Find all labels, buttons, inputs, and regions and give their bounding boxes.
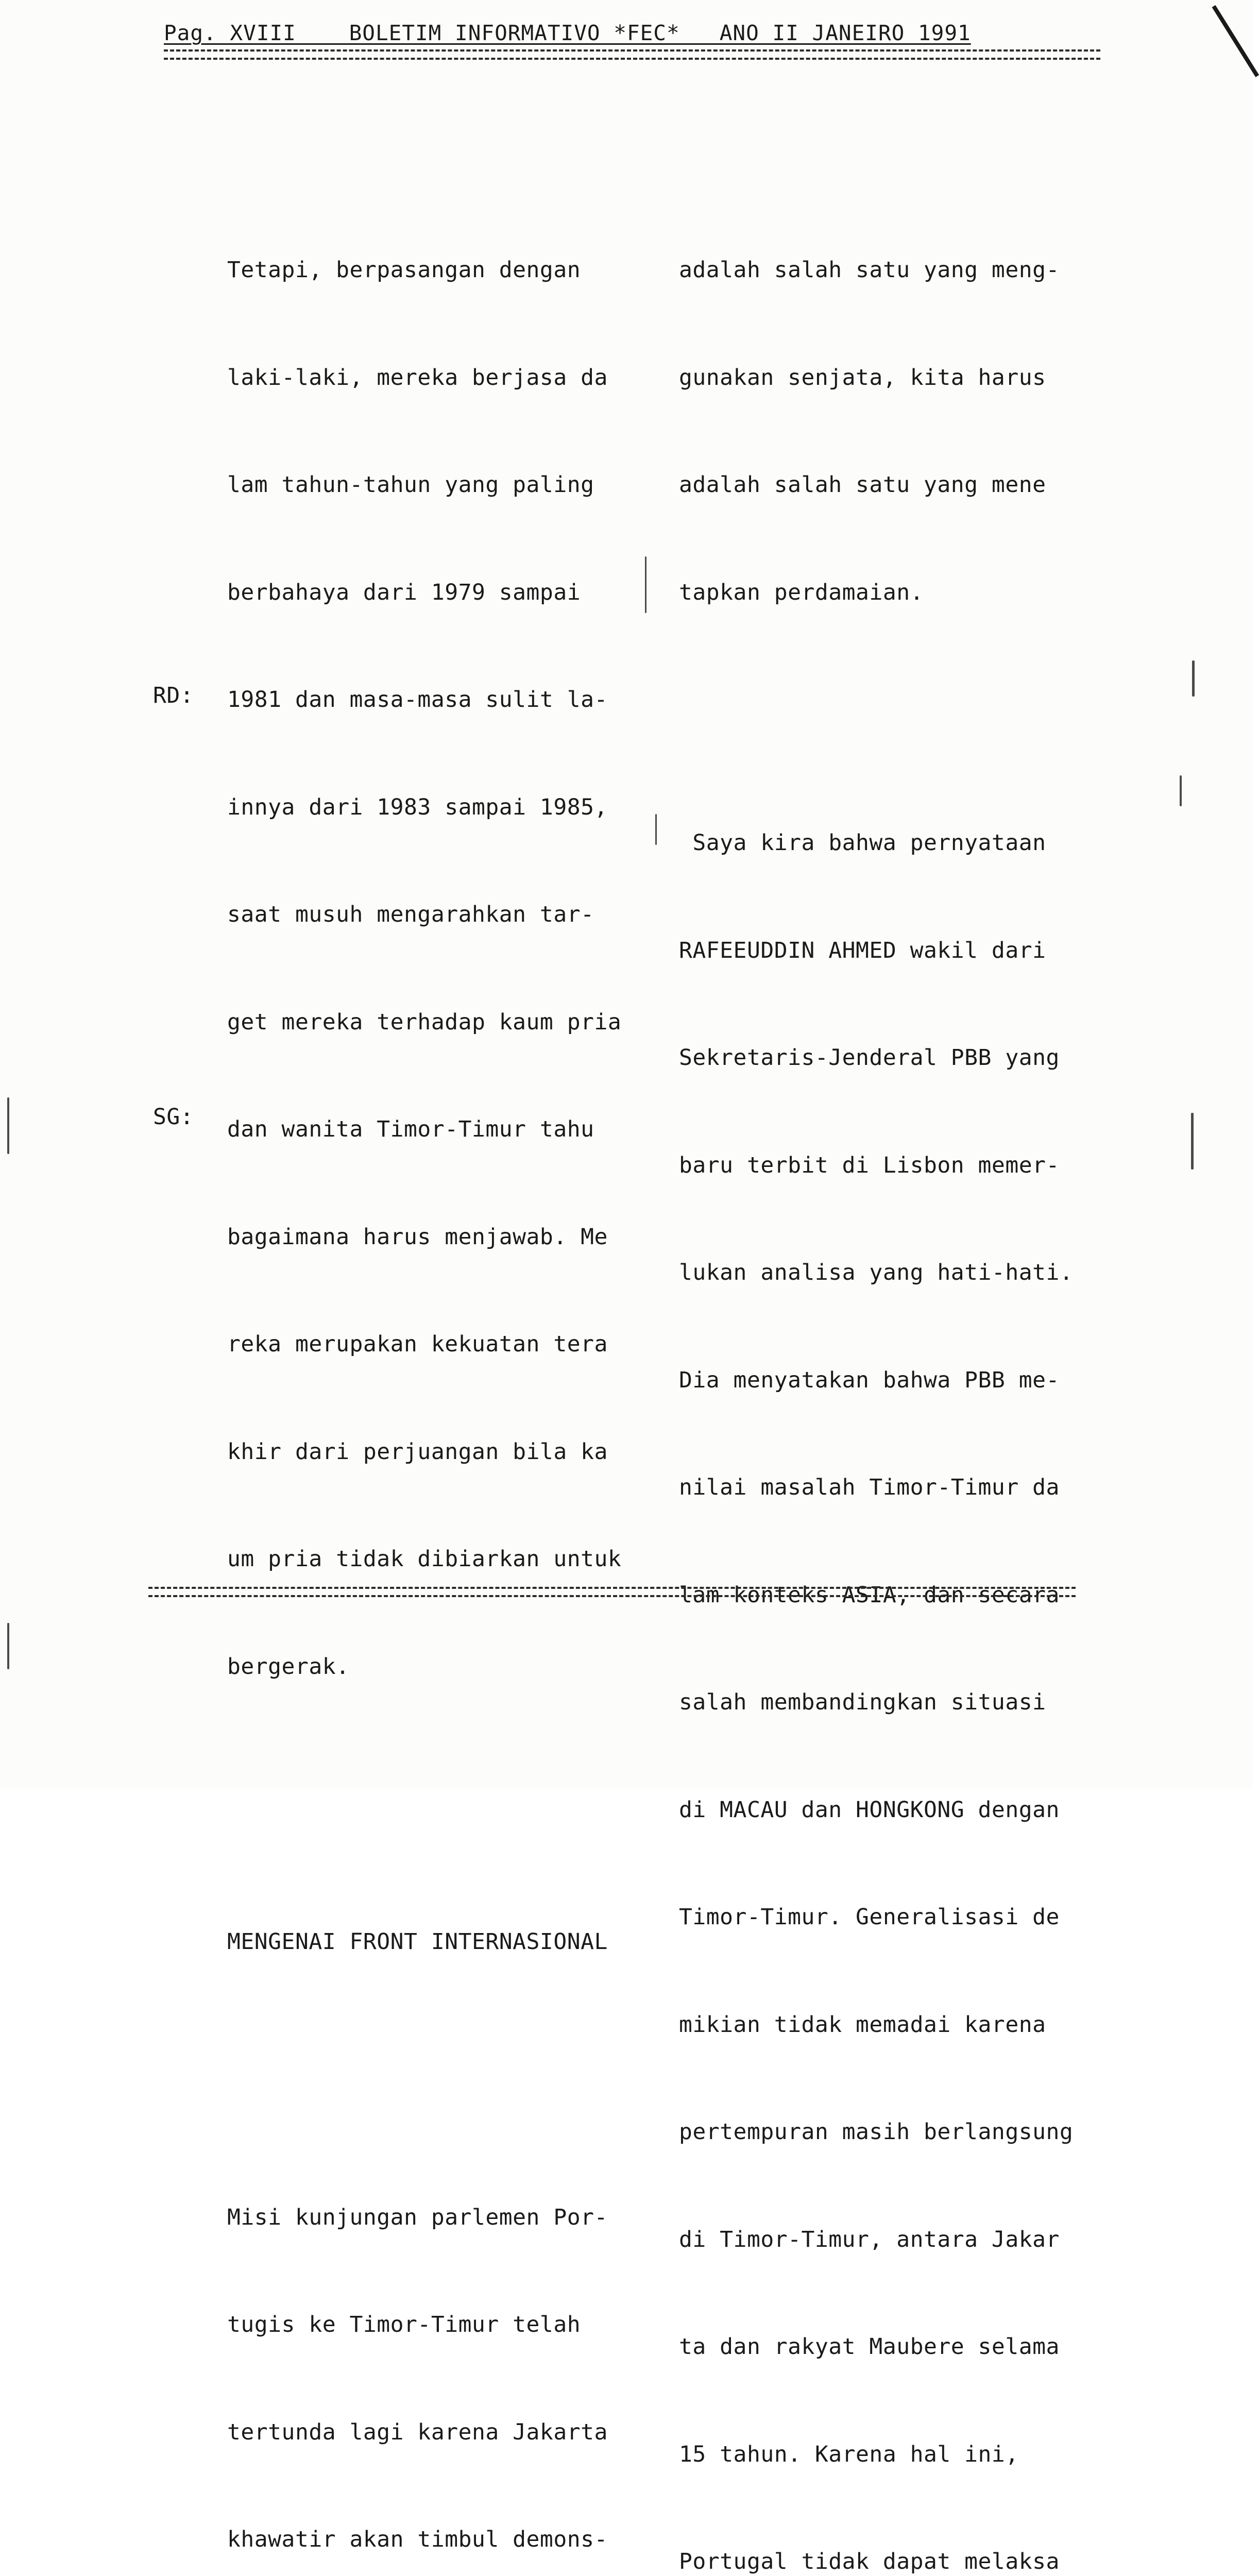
- text-line: Portugal tidak dapat melaksa: [679, 2544, 1112, 2576]
- text-line: mikian tidak memadai karena: [679, 2007, 1112, 2043]
- text-line: lam tahun-tahun yang paling: [227, 467, 660, 503]
- text-line: baru terbit di Lisbon memer-: [679, 1148, 1112, 1184]
- header-divider: [164, 49, 1100, 60]
- text-line: berbahaya dari 1979 sampai: [227, 575, 660, 611]
- pen-mark: [1212, 5, 1259, 77]
- spacer: [227, 1828, 660, 1853]
- text-line: lam konteks ASIA, dan secara: [679, 1578, 1112, 1614]
- text-line: khir dari perjuangan bila ka: [227, 1434, 660, 1470]
- paragraph: [227, 181, 660, 1756]
- section-heading: MENGENAI FRONT INTERNASIONAL: [227, 1924, 660, 1960]
- text-line: saat musuh mengarahkan tar-: [227, 897, 660, 933]
- right-column: [679, 109, 1112, 2576]
- text-line: innya dari 1983 sampai 1985,: [227, 790, 660, 826]
- text-line: khawatir akan timbul demons-: [227, 2522, 660, 2558]
- scan-speck: [1180, 775, 1182, 806]
- scan-speck: [7, 1097, 9, 1154]
- scan-speck: [645, 556, 646, 613]
- text-line: nilai masalah Timor-Timur da: [679, 1470, 1112, 1506]
- scan-speck: [1192, 660, 1195, 697]
- text-line: bagaimana harus menjawab. Me: [227, 1219, 660, 1256]
- text-line: tertunda lagi karena Jakarta: [227, 2415, 660, 2451]
- rd-question: [227, 2128, 660, 2576]
- speaker-label-rd: RD:: [153, 683, 194, 708]
- scan-speck: [655, 814, 657, 845]
- footer-divider: [148, 1587, 1076, 1597]
- text-line: Sekretaris-Jenderal PBB yang: [679, 1040, 1112, 1076]
- text-line: Dia menyatakan bahwa PBB me-: [679, 1363, 1112, 1399]
- text-line: adalah salah satu yang mene: [679, 467, 1112, 503]
- text-line: gunakan senjata, kita harus: [679, 360, 1112, 396]
- text-line: laki-laki, mereka berjasa da: [227, 360, 660, 396]
- text-line: ta dan rakyat Maubere selama: [679, 2329, 1112, 2365]
- text-line: pertempuran masih berlangsung: [679, 2114, 1112, 2150]
- text-line: RAFEEUDDIN AHMED wakil dari: [679, 933, 1112, 969]
- text-line: reka merupakan kekuatan tera: [227, 1327, 660, 1363]
- scan-speck: [7, 1623, 9, 1669]
- text-line: adalah salah satu yang meng-: [679, 252, 1112, 289]
- text-line: Misi kunjungan parlemen Por-: [227, 2200, 660, 2236]
- speaker-label-sg: SG:: [153, 1104, 194, 1130]
- text-line: bergerak.: [227, 1649, 660, 1685]
- spacer: [227, 2032, 660, 2057]
- text-line: di MACAU dan HONGKONG dengan: [679, 1792, 1112, 1828]
- text-line: Saya kira bahwa pernyataan: [679, 825, 1112, 861]
- text-line: di Timor-Timur, antara Jakar: [679, 2222, 1112, 2258]
- left-column: [227, 109, 660, 2576]
- paragraph: [679, 754, 1112, 2576]
- text-line: dan wanita Timor-Timur tahu: [227, 1112, 660, 1148]
- text-line: Tetapi, berpasangan dengan: [227, 252, 660, 289]
- text-line: 1981 dan masa-masa sulit la-: [227, 682, 660, 718]
- text-line: um pria tidak dibiarkan untuk: [227, 1541, 660, 1578]
- text-line: 15 tahun. Karena hal ini,: [679, 2437, 1112, 2473]
- text-line: Timor-Timur. Generalisasi de: [679, 1900, 1112, 1936]
- text-line: salah membandingkan situasi: [679, 1685, 1112, 1721]
- scan-speck: [1191, 1113, 1194, 1170]
- text-line: get mereka terhadap kaum pria: [227, 1005, 660, 1041]
- paragraph: [679, 181, 1112, 682]
- text-line: lukan analisa yang hati-hati.: [679, 1255, 1112, 1291]
- page-header: Pag. XVIII BOLETIM INFORMATIVO *FEC* ANO II JANEIRO 1991: [164, 20, 1091, 46]
- text-line: tapkan perdamaian.: [679, 575, 1112, 611]
- text-line: tugis ke Timor-Timur telah: [227, 2307, 660, 2343]
